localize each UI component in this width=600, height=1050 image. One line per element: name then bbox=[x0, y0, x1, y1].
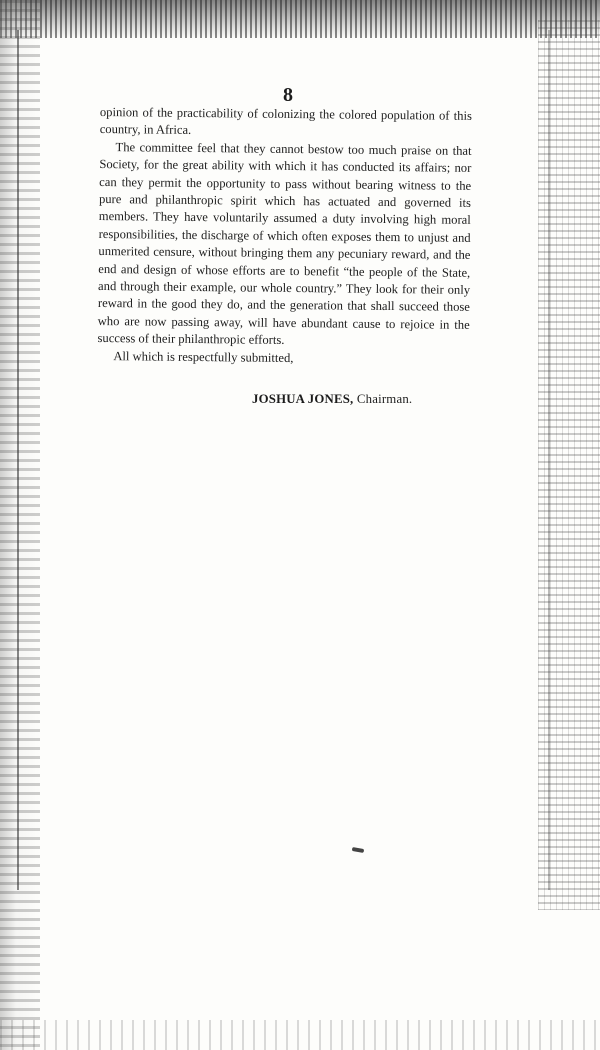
scan-shadow-left bbox=[0, 0, 40, 1050]
ink-speck bbox=[352, 847, 365, 853]
signature-line bbox=[252, 392, 412, 407]
paragraph-submitted: All which is respectfully submitted, bbox=[113, 348, 294, 365]
body-text bbox=[97, 104, 472, 369]
paragraph-committee: The committee feel that they cannot bestow too much praise on that Society, for the great ability with which it has conducted its affairs; nor can they permit the opportunity to pass without bearing witness to the pure and philanthropic spirit which has actuated and governed its members. They have voluntarily assumed a duty involving high moral responsibilities, the discharge of which often exposes them to unjust and unmerited censure, without bringing them any pecuniary reward, and the end and design of whose efforts are to benefit “the people of the State, and through their example, our whole country.” They look for their only reward in the good they do, and the generation that shall succeed those who are now passing away, will have abundant cause to rejoice in the success of their philanthropic efforts. bbox=[97, 139, 472, 348]
signatory-title: Chairman. bbox=[356, 392, 413, 406]
signatory-name: JOSHUA JONES, bbox=[252, 392, 354, 406]
page-number: 8 bbox=[283, 84, 293, 106]
paragraph-continuation: opinion of the practicability of colonizing the colored population of this country, in Africa. bbox=[99, 104, 472, 138]
scan-edge-line-left bbox=[17, 30, 19, 890]
scan-shadow-top bbox=[0, 0, 600, 38]
scan-noise-bottom bbox=[0, 1020, 600, 1050]
scan-edge-line-right bbox=[548, 30, 550, 890]
